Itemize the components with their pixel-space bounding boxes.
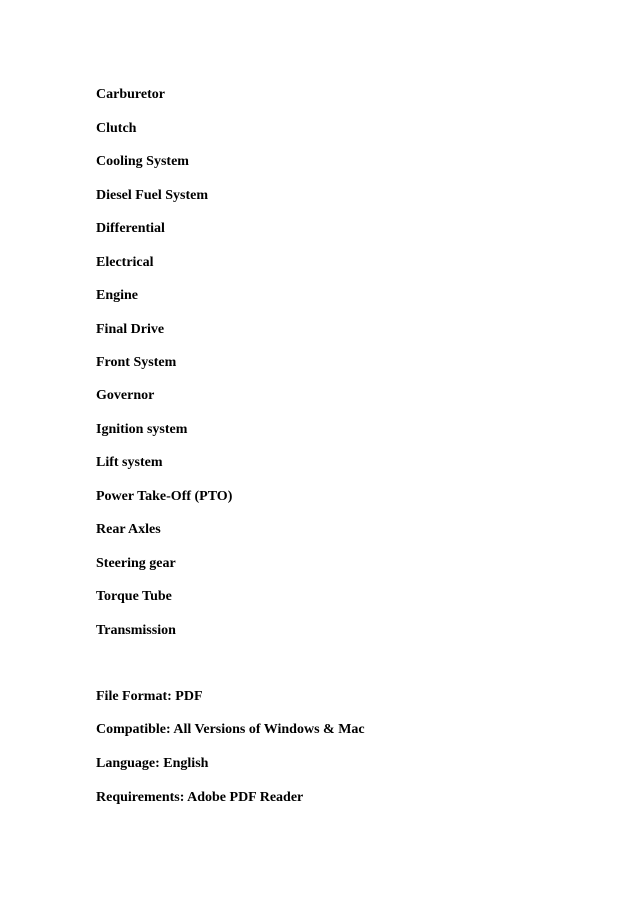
list-item: Engine — [96, 288, 139, 303]
list-item: Final Drive — [96, 322, 165, 337]
list-item: Cooling System — [96, 154, 189, 169]
list-item: Governor — [96, 388, 155, 403]
file-format-line: File Format: PDF — [96, 689, 203, 704]
language-line: Language: English — [96, 756, 209, 771]
list-item: Power Take-Off (PTO) — [96, 489, 233, 504]
list-item: Carburetor — [96, 87, 165, 102]
compatibility-line: Compatible: All Versions of Windows & Mac — [96, 722, 365, 737]
list-item: Steering gear — [96, 556, 176, 571]
list-item: Torque Tube — [96, 589, 172, 604]
list-item: Rear Axles — [96, 522, 161, 537]
list-item: Lift system — [96, 455, 163, 470]
list-item: Transmission — [96, 623, 176, 638]
list-item: Diesel Fuel System — [96, 188, 208, 203]
list-item: Front System — [96, 355, 177, 370]
requirements-line: Requirements: Adobe PDF Reader — [96, 790, 304, 805]
list-item: Ignition system — [96, 422, 188, 437]
list-item: Clutch — [96, 121, 137, 136]
list-item: Electrical — [96, 255, 154, 270]
list-item: Differential — [96, 221, 165, 236]
